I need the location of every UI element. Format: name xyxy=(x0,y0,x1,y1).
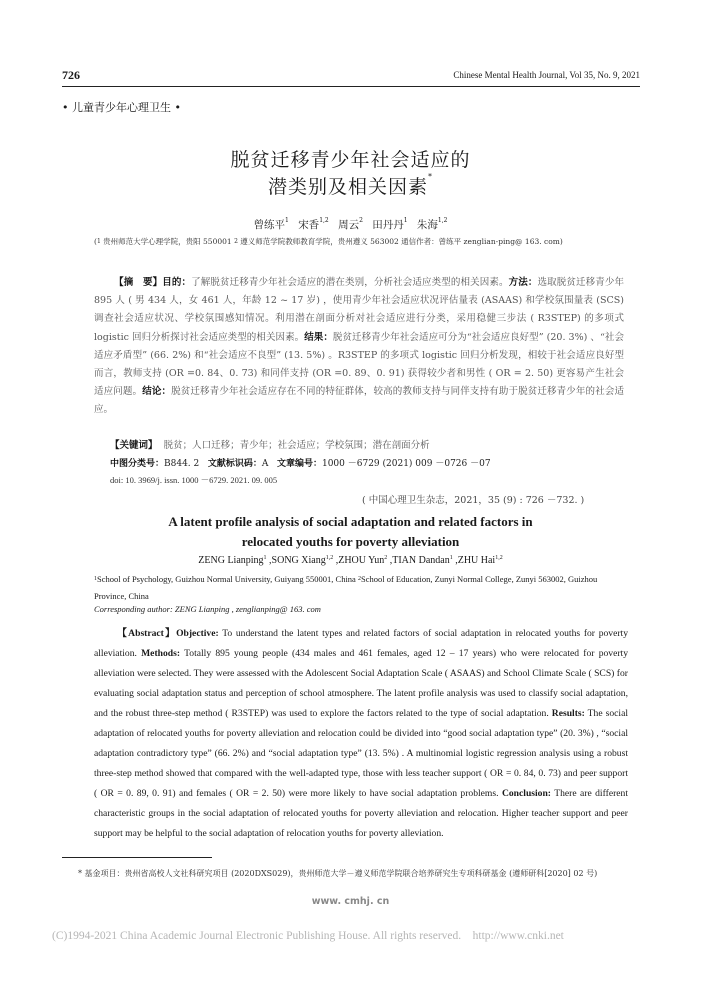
page-number: 726 xyxy=(62,68,80,82)
keywords-cn: 【关键词】 脱贫；人口迁移；青少年；社会适应；学校氛围；潜在剖面分析 xyxy=(110,440,430,451)
corresponding-author: Corresponding author: ZENG Lianping , zenglianping@ 163. com xyxy=(94,604,321,614)
author: 朱海$^{1,2}$ xyxy=(416,217,448,231)
citation-cn: ( 中国心理卫生杂志，2021，35 (9) : 726 －732. ) xyxy=(362,495,585,506)
author: 周云$^2$ xyxy=(338,217,363,231)
author: 田丹丹$^1$ xyxy=(372,217,408,231)
section-label: • 儿童青少年心理卫生 • xyxy=(62,101,181,114)
title-cn-line1: 脱贫迁移青少年社会适应的 xyxy=(230,149,471,171)
funding-mark: * xyxy=(428,172,433,181)
title-en: A latent profile analysis of social adaptation and related factors in relocated youths for poverty alleviation xyxy=(168,514,533,549)
title-cn-line2-text: 潜类别及相关因素 xyxy=(267,176,428,198)
funding-footnote: * 基金项目：贵州省高校人文社科研究项目 (2020DXS029)，贵州师范大学－遵义师范学院联合培养研究生专项科研基金 (遵师研科[2020] 02 号) xyxy=(78,869,598,878)
journal-citation: Chinese Mental Health Journal, Vol 35, No. 9, 2021 xyxy=(453,70,640,80)
abstract-en: 【Abstract】Objective: To understand the latent types and related factors of social adaptation in relocated youths for poverty alleviation. Methods: Totally 895 young people (434 males and 461 females, aged 12 – 17 years) who were relocated for poverty alleviation were selected. They were assessed with the Adolescent Social Adaptation Scale ( ASAAS) and School Climate Scale ( SCS) for evaluating social adaptation status and perception of school atmosphere. The latent profile analysis was used to classify social adaptation, and the robust three-step method ( R3STEP) was used to explore the factors related to the type of social adaptation. Results: The social adaptation of relocated youths for poverty alleviation and relocation could be divided into “good social adaptation type” (20. 3%) , “social adaptation contradictory type” (66. 2%) and “social adaptation type” (13. 5%) . A multinomial logistic regression analysis using a robust three-step method showed that compared with the well-adapted type, those with less teacher support ( OR = 0. 84, 0. 73) and peer support ( OR = 0. 89, 0. 91) and females ( OR = 2. 50) were more likely to have social adaptation problems. Conclusion: There are different characteristic groups in the social adaptation of relocated youths for poverty alleviation and relocation. Higher teacher support and peer support may be helpful to the social adaptation of relocation youths for poverty alleviation. xyxy=(94,628,629,839)
author: 曾练平$^1$ xyxy=(253,217,289,231)
affiliations-en: $^1$School of Psychology, Guizhou Normal University, Guiyang 550001, China $^2$School of Education, Zunyi Normal College, Zunyi 563002, Guizhou Province, China xyxy=(94,574,598,601)
title-cn-line2 xyxy=(0,172,701,199)
copyright-watermark: (C)1994-2021 China Academic Journal Electronic Publishing House. All rights reserved. http://www.cnki.net xyxy=(52,930,564,942)
abstract-cn: 【摘 要】目的：了解脱贫迁移青少年社会适应的潜在类别，分析社会适应类型的相关因素。方法：选取脱贫迁移青少年 895 人 ( 男 434 人，女 461 人，年龄 12 ~ 17 岁) ，使用青少年社会适应状况评估量表 (ASAAS) 和学校氛围量表 (SCS) 调查社会适应状况、学校氛围感知情况。利用潜在剖面分析对社会适应进行分类，采用稳健三步法 ( R3STEP) 的多项式 logistic 回归分析探讨社会适应类型的相关因素。结果：脱贫迁移青少年社会适应可分为“社会适应良好型” (20. 3%) 、“社会适应矛盾型” (66. 2%) 和“社会适应不良型” (13. 5%) 。R3STEP 的多项式 logistic 回归分析发现，相较于社会适应良好型而言，教师支持 (OR =0. 84、0. 73) 和同伴支持 (OR =0. 89、0. 91) 获得较少者和男性 ( OR = 2. 50) 更容易产生社会适应问题。结论：脱贫迁移青少年社会适应存在不同的特征群体，较高的教师支持与同伴支持有助于脱贫迁移青少年的社会适应。 xyxy=(94,277,624,416)
affiliations-cn: ($^1$ 贵州师范大学心理学院，贵阳 550001 $^2$ 遵义师范学院教师教育学院，贵州遵义 563002 通信作者：曾练平 zenglian-ping@ 163. com) xyxy=(94,237,563,246)
doi[interactable]: doi: 10. 3969/j. issn. 1000 －6729. 2021. 09. 005 xyxy=(110,475,278,485)
abstract-cn-label: 【摘 要】 xyxy=(114,277,163,288)
classification-line: 中图分类号：B844. 2 文献标识码：A 文章编号：1000 －6729 (2021) 009 －0726 －07 xyxy=(110,459,491,469)
footnote-divider xyxy=(62,857,212,858)
site-url[interactable]: www. cmhj. cn xyxy=(311,896,390,907)
author: 宋香$^{1,2}$ xyxy=(298,217,329,231)
authors-en: ZENG Lianping$^1$ ,SONG Xiang$^{1,2}$ ,ZHOU Yun$^2$ ,TIAN Dandan$^1$ ,ZHU Hai$^{1,2}$ xyxy=(198,555,503,566)
running-header xyxy=(62,68,640,87)
authors-cn xyxy=(0,217,701,232)
